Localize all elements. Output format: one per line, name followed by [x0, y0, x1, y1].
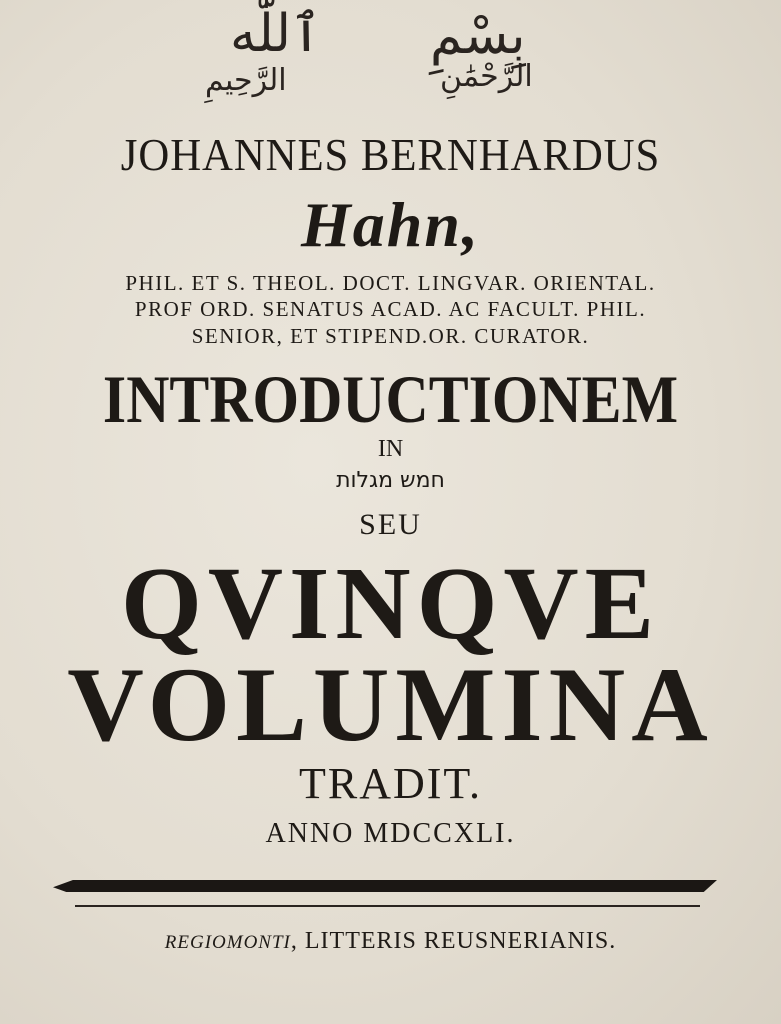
credential-line-1: PHIL. ET S. THEOL. DOCT. LINGVAR. ORIENTAL.: [125, 271, 656, 295]
credential-line-2: PROF ORD. SENATUS ACAD. AC FACULT. PHIL.: [134, 297, 647, 321]
author-surname: Hahn,: [301, 189, 480, 260]
imprint-printer: , LITTERIS REUSNERIANIS.: [290, 928, 617, 954]
arabic-calligraphy-left-small: الرَّحِيمِ: [205, 63, 287, 98]
thick-divider-rule: [53, 880, 717, 892]
title-volumina: VOLUMINA: [67, 646, 714, 763]
title-quinque: QVINQVE: [121, 546, 660, 661]
hebrew-title-text: חמש מגלות: [336, 468, 445, 493]
thin-divider-rule: [75, 905, 700, 907]
title-introductionem: INTRODUCTIONEM: [102, 361, 679, 437]
imprint-place: REGIOMONTI: [164, 932, 291, 953]
arabic-calligraphy-left: ٱللَّٰه: [230, 4, 322, 64]
publication-year: ANNO MDCCXLI.: [265, 818, 516, 849]
hebrew-title: [0, 468, 781, 493]
imprint: [0, 928, 781, 955]
arabic-calligraphy-right-small: الرَّحْمَٰنِ: [440, 59, 533, 94]
title-tradit: TRADIT.: [298, 759, 483, 808]
title-in: IN: [377, 436, 404, 462]
credential-line-3: SENIOR, ET STIPEND.OR. CURATOR.: [191, 324, 590, 348]
arabic-calligraphy-right: بِسْمِ: [430, 6, 526, 66]
title-seu: SEU: [359, 508, 422, 541]
author-name: JOHANNES BERNHARDUS: [120, 129, 661, 180]
